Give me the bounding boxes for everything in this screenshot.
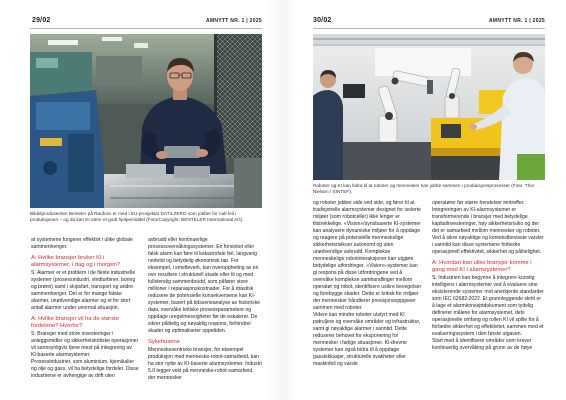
header-rule [30,28,262,29]
factory-worker-photo [30,34,262,208]
spine-gutter [268,0,298,400]
body-paragraph: Prosessindustrier, som aluminium, kjemikalier og olje og gass, vil ha betydelige fordeler. Disse industriene er avhengige av drift uten [31,359,139,379]
publication-issue: AMNYTT NR. 1 | 2025 [205,18,262,24]
page-number: 29/02 [32,17,51,24]
robot-collaboration-photo-graphic [313,34,545,180]
machined-part [164,146,200,158]
body-paragraph: operatører før større hendelser inntreffer. Integreringen av KI-alarmsystemer er transformerende i bransjer med betydelige kapitalinvesteringer, høy sikkerhetsrisiko og der det er samarbeid mellom mennesker og roboter. Ved å sikre nøyaktige og kontekstbevisste varsler i sanntid kan disse systemene forbedre operasjonell effektivitet, sikkerhet og pålitelighet. [432,200,544,255]
body-paragraph: at systemene fungerer effektivt i ulike globale sammenhenger. [31,237,133,250]
subheading: A: Hvilke bransjer vil ha de største fordelene? Hvorfor? [31,316,119,329]
text-column-2 [432,200,545,352]
text-column-1 [313,200,423,368]
subheading: A: Hvilke bransjer bruker KI i alarmsystemer, i dag og i morgen? [31,255,120,268]
text-column-2 [148,237,262,382]
body-paragraph: S: Alarmer er et problem i de fleste industrielle systemer (prosessindustri, vindturbiner, boring og brønn) samt i skipsfart, transport og andre sammenhenger. Det er for mange falske alarmer, unødvendige alarmer og et for stort antall alarmer under unormal situasjon. [31,270,136,311]
factory-worker-photo-graphic [30,34,262,208]
body-paragraph: og roboter jobber side ved side, og fører til at tradisjonelle alarmsystemer designet for isolerte miljøer (som robotceller) ikke lenger er tilstrekkelige. «Vision»/synsbaserte KI-systemer kan analysere dynamiske miljøer for å oppdage og reagere på potensielle menneskelige sikkerhetsrisikoer autonomt og uten unødvendige avbrudd. Komplekse menneskelige robotinteraksjoner kan utgjøre betydelige utfordringer. «Vision»-systemer kan gi respons på disse utfordringene ved å overvåke komplekse samhandlinger mellom operatør og robot, identifisere usikre bevegelser og forebygge skader. Dette er kritisk for miljøer der mennesker håndterer presisjonsoppgaver sammen med roboter. [313,200,422,311]
header-rule [313,28,545,29]
monitor-screen [343,84,365,98]
subheading: A: Hvordan kan ulike bransjer komme i gang med KI i alarmsystemer? [432,260,532,273]
body-paragraph: S: Bransjer med store investeringer i anleggsmidler og sikkerhetskritiske operasjoner vil sannsynligvis tjene mest på integrering av KI-baserte alarmsystemer. [31,331,139,358]
subheading: Sykehusene [148,339,180,345]
green-crate [517,154,545,180]
blue-machine [30,90,108,208]
page-number: 30/02 [313,17,332,24]
body-paragraph: Videre kan mindre roboter utstyrt med KI patruljere og overvåke områder og infrastruktur, samt gi nøyaktige alarmer i sanntid. Dette reduserer behovet for eksponering for mennesker i farlige situasjoner. KI-drevne systemer kan også bidra til å oppdage gasslekkasjer, strukturelle svakheter eller maskinfeil og varsle [313,312,421,367]
photo-caption: Bildelprodusenten Benteler på Raufoss er med i EU-prosjektet DAT4.ZERO som jobber for null-feil i produksjonen – og da kan KI være et godt hjelpemiddel (Foto/Copyright: BENTELER International AG). [30,211,244,223]
body-paragraph: avbrudd eller kontinuerlige prosessovervåkingssystemer. En forsinket eller falsk alarm kan føre til katastrofale feil, langvarig nedetid og betydelig økonomisk tap. For eksempel, i smelteverk, kan overoppheting av en ovn resultere i strukturell skade eller til og med fullstendig sammenbrudd, som påfører store millioner i reparasjonskostnader. For å drastisk redusere de potensielle konsekvensene kan KI-systemer, basert på tidsserieanalyse av historiske data, overvåke kritiske prosessparametere og oppdage uregelmessigheter før de eskalerer. De sikrer pålitelig og nøyaktig respons, forhindrer skader og optimaliserer oppetiden. [148,237,261,334]
body-paragraph: S: Industrien kan begynne å integrere kunstig intelligens i alarmsystemer ved å evaluere sine eksisterende systemer mot anerkjente standarder som IEC 62682:2022. Et grunnleggende skritt er å lage et alarmkonseptdokument som tydelig definerer målene for alarmsystemet, dets operasjonelle omfang og rollen KI vil spille for å forbedre sikkerhet og effektivitet, sammen med et evalueringssystem i den første utgaven. [432,275,544,337]
publication-issue: AMNYTT NR. 1 | 2025 [488,18,545,24]
text-column-1 [31,237,139,380]
robot-collaboration-photo [313,34,545,180]
photo-caption: Roboter og KI kan bidra til at roboter og mennesker kan jobbe sammen i produksjonsprosesser (Foto: Thor Nielsen / SINTEF). [313,183,535,195]
body-paragraph: Menneskesentriske bransjer, for eksempel produksjon med menneske-robot-samarbeid, kan ha stor nytte av KI-baserte alarmsystemer. Industri 5.0 legger vekt på menneske-robot-samarbeid, der mennesker [148,347,262,381]
body-paragraph: Start med å identifisere områder som krever kontinuerlig overvåking på grunn av de høye [432,338,533,351]
